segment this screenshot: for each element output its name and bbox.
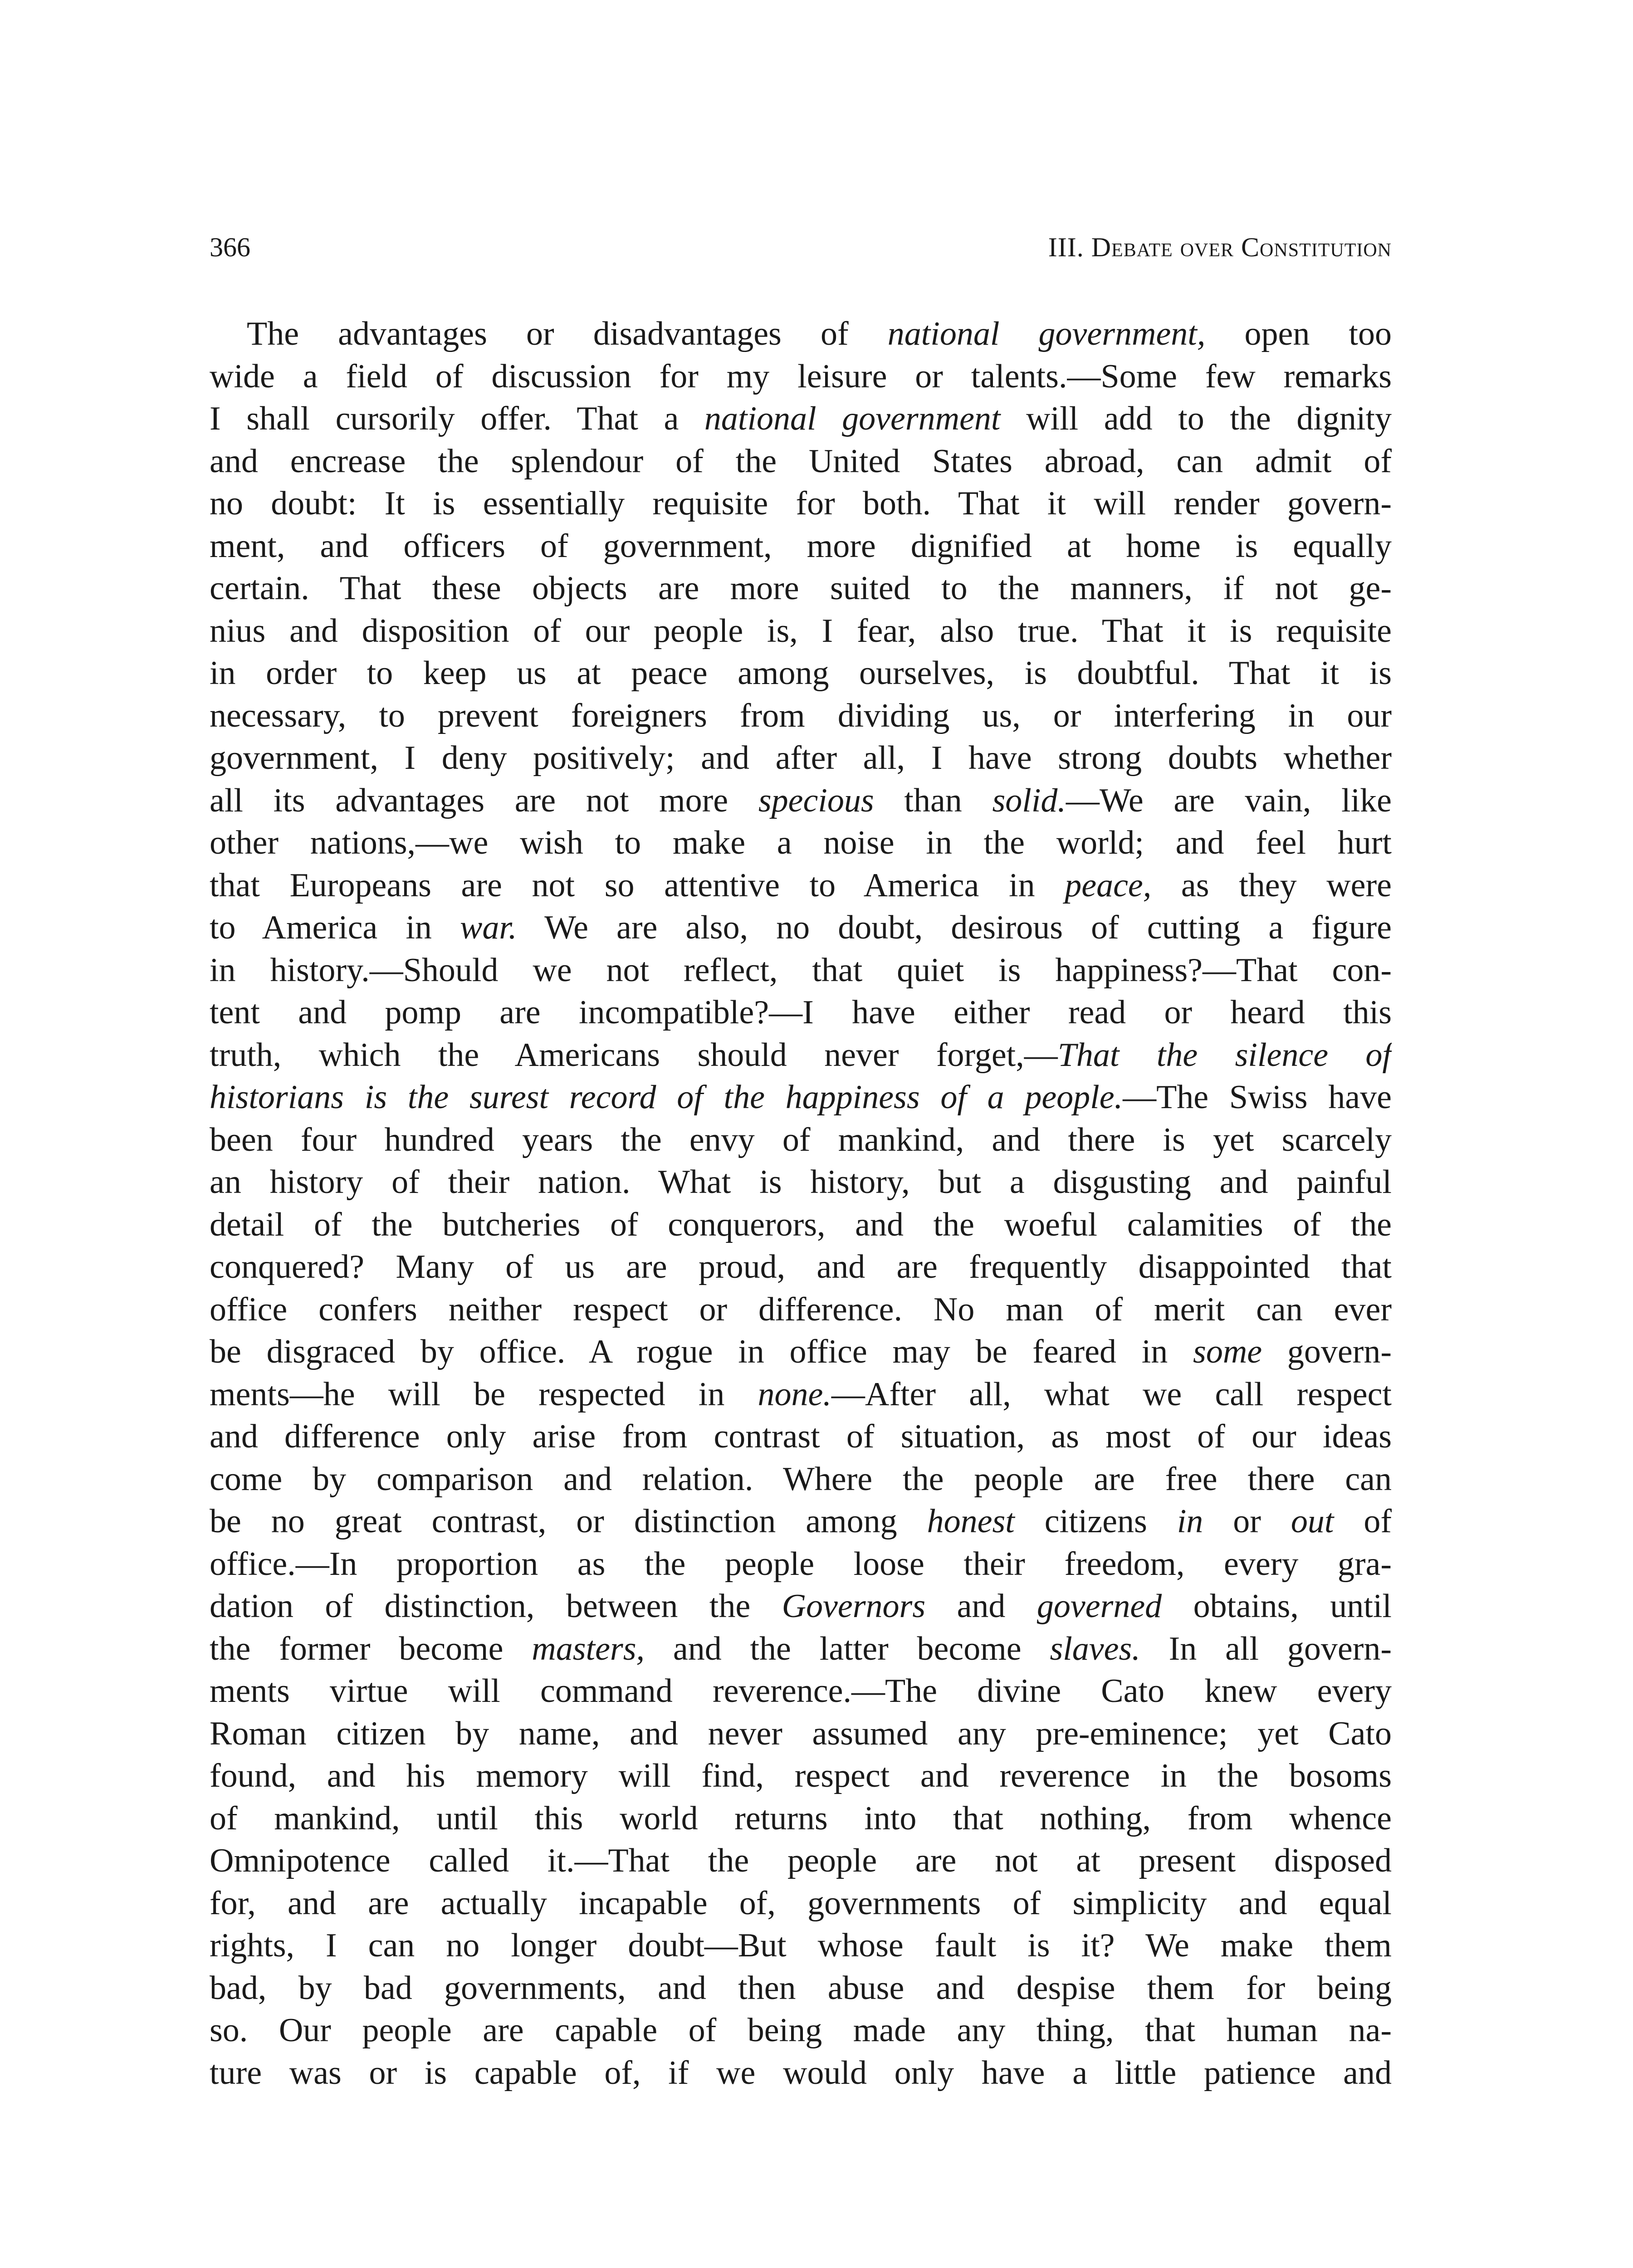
text-line [210, 1161, 1392, 1204]
text-segment: Roman citizen by name, and never assumed any pre-eminence; yet Cato [210, 1715, 1392, 1752]
text-line [210, 1374, 1392, 1416]
text-segment: than [874, 782, 993, 819]
text-line [210, 1798, 1392, 1840]
text-segment: so. Our people are capable of being made any thing, that human na- [210, 2012, 1392, 2049]
text-line [210, 737, 1392, 780]
text-segment: and the latter become [645, 1630, 1050, 1667]
text-line [210, 1628, 1392, 1671]
text-segment: The advantages or disadvantages of [247, 315, 888, 352]
text-segment: for, and are actually incapable of, governments of simplicity and equal [210, 1884, 1392, 1922]
text-line [210, 1458, 1392, 1501]
italic-text: Governors [782, 1588, 926, 1625]
text-segment: ture was or is capable of, if we would only have a little patience and [210, 2054, 1392, 2092]
text-segment: govern- [1262, 1333, 1392, 1370]
text-line [210, 1416, 1392, 1458]
text-segment: in order to keep us at peace among ourselves, is doubtful. That it is [210, 655, 1392, 692]
text-segment: no doubt: It is essentially requisite for both. That it will render govern- [210, 485, 1392, 522]
text-segment: office.—In proportion as the people loose their freedom, every gra- [210, 1545, 1392, 1583]
text-line [210, 652, 1392, 695]
italic-text: peace, [1065, 866, 1152, 904]
text-segment: In all govern- [1140, 1630, 1392, 1667]
text-segment: rights, I can no longer doubt—But whose fault is it? We make them [210, 1927, 1392, 1964]
italic-text: honest [927, 1503, 1015, 1540]
text-line [210, 483, 1392, 525]
italic-text: masters, [532, 1630, 645, 1667]
text-segment: come by comparison and relation. Where the people are free there can [210, 1460, 1392, 1498]
text-segment: Omnipotence called it.—That the people are not at present disposed [210, 1842, 1392, 1879]
text-segment: —We are vain, like [1066, 782, 1392, 819]
text-line [210, 1119, 1392, 1162]
italic-text: none. [758, 1375, 831, 1413]
text-line [210, 440, 1392, 483]
running-head [210, 227, 1392, 268]
text-segment: found, and his memory will find, respect and reverence in the bosoms [210, 1757, 1392, 1794]
text-segment: other nations,—we wish to make a noise in the world; and feel hurt [210, 824, 1392, 861]
text-segment: and encrease the splendour of the United States abroad, can admit of [210, 442, 1392, 480]
section-title-text: III. Debate over Constitution [1048, 232, 1392, 262]
text-segment: an history of their nation. What is history, but a disgusting and painful [210, 1163, 1392, 1201]
section-title [1048, 227, 1392, 268]
text-line [210, 780, 1392, 822]
text-line [210, 1289, 1392, 1331]
text-segment: —After all, what we call respect [831, 1375, 1392, 1413]
italic-text: slaves. [1050, 1630, 1140, 1667]
text-line [210, 1755, 1392, 1798]
italic-text: war. [460, 909, 517, 946]
text-segment: in history.—Should we not reflect, that quiet is happiness?—That con- [210, 951, 1392, 989]
text-segment: all its advantages are not more [210, 782, 758, 819]
italic-text: specious [758, 782, 874, 819]
text-segment: tent and pomp are incompatible?—I have either read or heard this [210, 994, 1392, 1031]
text-segment: detail of the butcheries of conquerors, and the woeful calamities of the [210, 1206, 1392, 1243]
italic-text: solid. [992, 782, 1066, 819]
text-line [210, 1246, 1392, 1289]
text-segment: and [925, 1588, 1037, 1625]
text-segment: certain. That these objects are more suited to the manners, if not ge- [210, 570, 1392, 607]
text-segment: of [1334, 1503, 1392, 1540]
italic-text: national government, [887, 315, 1206, 352]
text-segment: citizens [1014, 1503, 1177, 1540]
text-segment: conquered? Many of us are proud, and are frequently disappointed that [210, 1248, 1392, 1286]
text-line [210, 1331, 1392, 1374]
italic-text: in [1177, 1503, 1203, 1540]
text-segment: and difference only arise from contrast of situation, as most of our ideas [210, 1418, 1392, 1455]
text-line [210, 865, 1392, 907]
text-segment: wide a field of discussion for my leisure or talents.—Some few remarks [210, 357, 1392, 395]
text-segment: I shall cursorily offer. That a [210, 400, 704, 437]
text-segment: ments virtue will command reverence.—The divine Cato knew every [210, 1672, 1392, 1710]
italic-text: That the silence of [1057, 1036, 1392, 1074]
italic-text: out [1291, 1503, 1334, 1540]
text-line [210, 992, 1392, 1034]
text-segment: —The Swiss have [1123, 1079, 1392, 1116]
text-line [210, 1501, 1392, 1543]
text-line [210, 1713, 1392, 1755]
text-segment: ments—he will be respected in [210, 1375, 758, 1413]
text-line [210, 398, 1392, 440]
italic-text: some [1193, 1333, 1262, 1370]
text-line [210, 1204, 1392, 1246]
text-line [210, 610, 1392, 653]
text-segment: bad, by bad governments, and then abuse and despise them for being [210, 1969, 1392, 2007]
text-line [210, 907, 1392, 949]
text-segment: be disgraced by office. A rogue in office may be feared in [210, 1333, 1193, 1370]
text-line [210, 313, 1392, 356]
text-segment: as they were [1151, 866, 1392, 904]
text-segment: ment, and officers of government, more dignified at home is equally [210, 527, 1392, 565]
text-line [210, 695, 1392, 738]
text-segment: be no great contrast, or distinction among [210, 1503, 927, 1540]
italic-text: governed [1037, 1588, 1162, 1625]
text-line [210, 2052, 1392, 2095]
text-segment: the former become [210, 1630, 532, 1667]
text-segment: dation of distinction, between the [210, 1588, 782, 1625]
text-line [210, 1543, 1392, 1586]
text-line [210, 356, 1392, 398]
text-line [210, 1882, 1392, 1925]
text-line [210, 1670, 1392, 1713]
text-line [210, 1076, 1392, 1119]
text-segment: government, I deny positively; and after all, I have strong doubts whether [210, 739, 1392, 777]
text-segment: nius and disposition of our people is, I fear, also true. That it is requisite [210, 612, 1392, 650]
text-segment: or [1203, 1503, 1291, 1540]
text-line [210, 1925, 1392, 1967]
text-segment: will add to the dignity [1000, 400, 1392, 437]
text-segment: been four hundred years the envy of mankind, and there is yet scarcely [210, 1121, 1392, 1158]
body-paragraph [210, 313, 1392, 2094]
text-line [210, 1034, 1392, 1077]
text-segment: obtains, until [1162, 1588, 1392, 1625]
text-line [210, 567, 1392, 610]
text-segment: truth, which the Americans should never forget,— [210, 1036, 1058, 1074]
text-line [210, 822, 1392, 865]
text-segment: office confers neither respect or difference. No man of merit can ever [210, 1290, 1392, 1328]
text-segment: to America in [210, 909, 460, 946]
text-line [210, 1967, 1392, 2010]
text-segment: open too [1205, 315, 1392, 352]
text-line [210, 949, 1392, 992]
text-line [210, 1585, 1392, 1628]
text-segment: of mankind, until this world returns into that nothing, from whence [210, 1799, 1392, 1837]
text-segment: necessary, to prevent foreigners from dividing us, or interfering in our [210, 697, 1392, 734]
text-line [210, 2009, 1392, 2052]
text-segment: We are also, no doubt, desirous of cutting a figure [517, 909, 1392, 946]
text-segment: that Europeans are not so attentive to America in [210, 866, 1065, 904]
text-line [210, 1840, 1392, 1882]
text-line [210, 525, 1392, 568]
italic-text: national government [704, 400, 1001, 437]
italic-text: historians is the surest record of the happiness of a people. [210, 1079, 1123, 1116]
page-number: 366 [210, 232, 250, 262]
